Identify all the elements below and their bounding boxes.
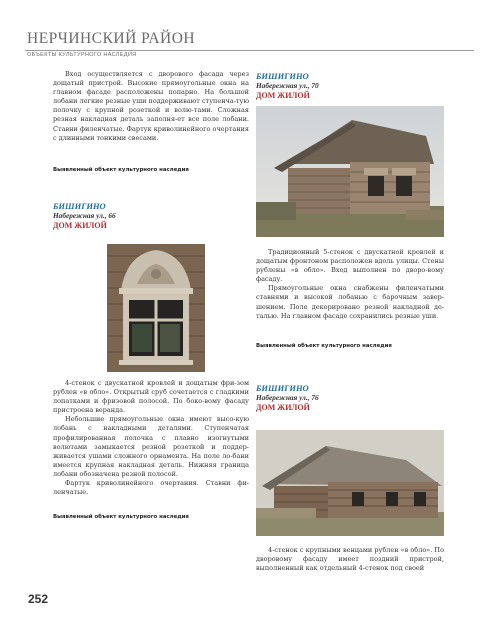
heritage-note: Выявленный объект культурного наследия	[53, 167, 189, 173]
village-name: БИШИГИНО	[53, 201, 106, 211]
entry-66-heading	[53, 201, 116, 231]
paragraph: Традиционный 5-стенок с двускатной кровлей и дощатым фронтоном расположен вдоль улицы. Стены рублены «в обло». Вход выполнен по дворо-вому фасаду.	[256, 248, 444, 284]
page-header-title: НЕРЧИНСКИЙ РАЙОН	[27, 30, 196, 47]
paragraph: Фартук криволинейного очертания. Ставни фи-ленчатые.	[53, 479, 249, 497]
heritage-note: Выявленный объект культурного наследия	[256, 343, 392, 349]
village-name: БИШИГИНО	[256, 383, 309, 393]
paragraph: Небольшие прямоугольные окна имеют высо-кую лобань с накладными деталями. Ступенчатая профилированная полочка с плавно изогнутыми волютами замыкается резной розеткой и поддер-живается ушами сложного орнамента. На поле ло-бани имеется крупная накладная деталь. Нижняя граница лобани обозначена резной полосой.	[53, 415, 249, 478]
object-type: ДОМ ЖИЛОЙ	[53, 221, 107, 230]
entry-70-text	[256, 248, 444, 321]
street-address: Набережная ул., 76	[256, 393, 319, 402]
heritage-note: Выявленный объект культурного наследия	[53, 514, 189, 520]
street-address: Набережная ул., 66	[53, 211, 116, 220]
entry-70-heading	[256, 71, 319, 101]
object-type: ДОМ ЖИЛОЙ	[256, 403, 310, 412]
object-type: ДОМ ЖИЛОЙ	[256, 91, 310, 100]
paragraph: 4-стенок с двускатной кровлей и дощатым фри-зом рублен «в обло». Открытый сруб сочетается с гладкими лопатками и фризовой полосой. По боко-вому фасаду пристроена веранда.	[53, 379, 249, 415]
entry-76-heading	[256, 383, 319, 413]
paragraph: 4-стенок с крупными венцами рублен «в обло». По дворовому фасаду имеет поздний пристрой, выполненный как отдельный 4-стенок под своей	[256, 546, 444, 573]
entry-66-text	[53, 379, 249, 497]
header-divider	[25, 50, 474, 51]
village-name: БИШИГИНО	[256, 71, 309, 81]
house-70-photo	[256, 106, 444, 237]
page-number: 252	[28, 592, 49, 606]
paragraph: Прямоугольные окна снабжены филенчатыми ставнями и высокой лобанью с барочным завер-шением. Поле декорировано резной накладной де-талью. На главном фасаде сохранились резные уши.	[256, 284, 444, 320]
house-76-photo	[256, 430, 444, 536]
page-header-subtitle: ОБЪЕКТЫ КУЛЬТУРНОГО НАСЛЕДИЯ	[27, 52, 137, 58]
paragraph: Вход осуществляется с дворового фасада через дощатый пристрой. Высокие прямоугольные окна на главном фасаде расположены попарно. На большой лобани легкие резные уши поддерживают ступенча-тую полочку с крупной розеткой и волю-тами. Сложная резная накладная деталь заполня-ет все поле лобани. Ставни филенчатые. Фартук криволинейного очертания с длинными тонкими свесами.	[53, 70, 249, 142]
street-address: Набережная ул., 70	[256, 81, 319, 90]
entry-continued-text	[53, 70, 249, 143]
house-66-window-photo	[107, 244, 205, 372]
entry-76-text	[256, 546, 444, 573]
